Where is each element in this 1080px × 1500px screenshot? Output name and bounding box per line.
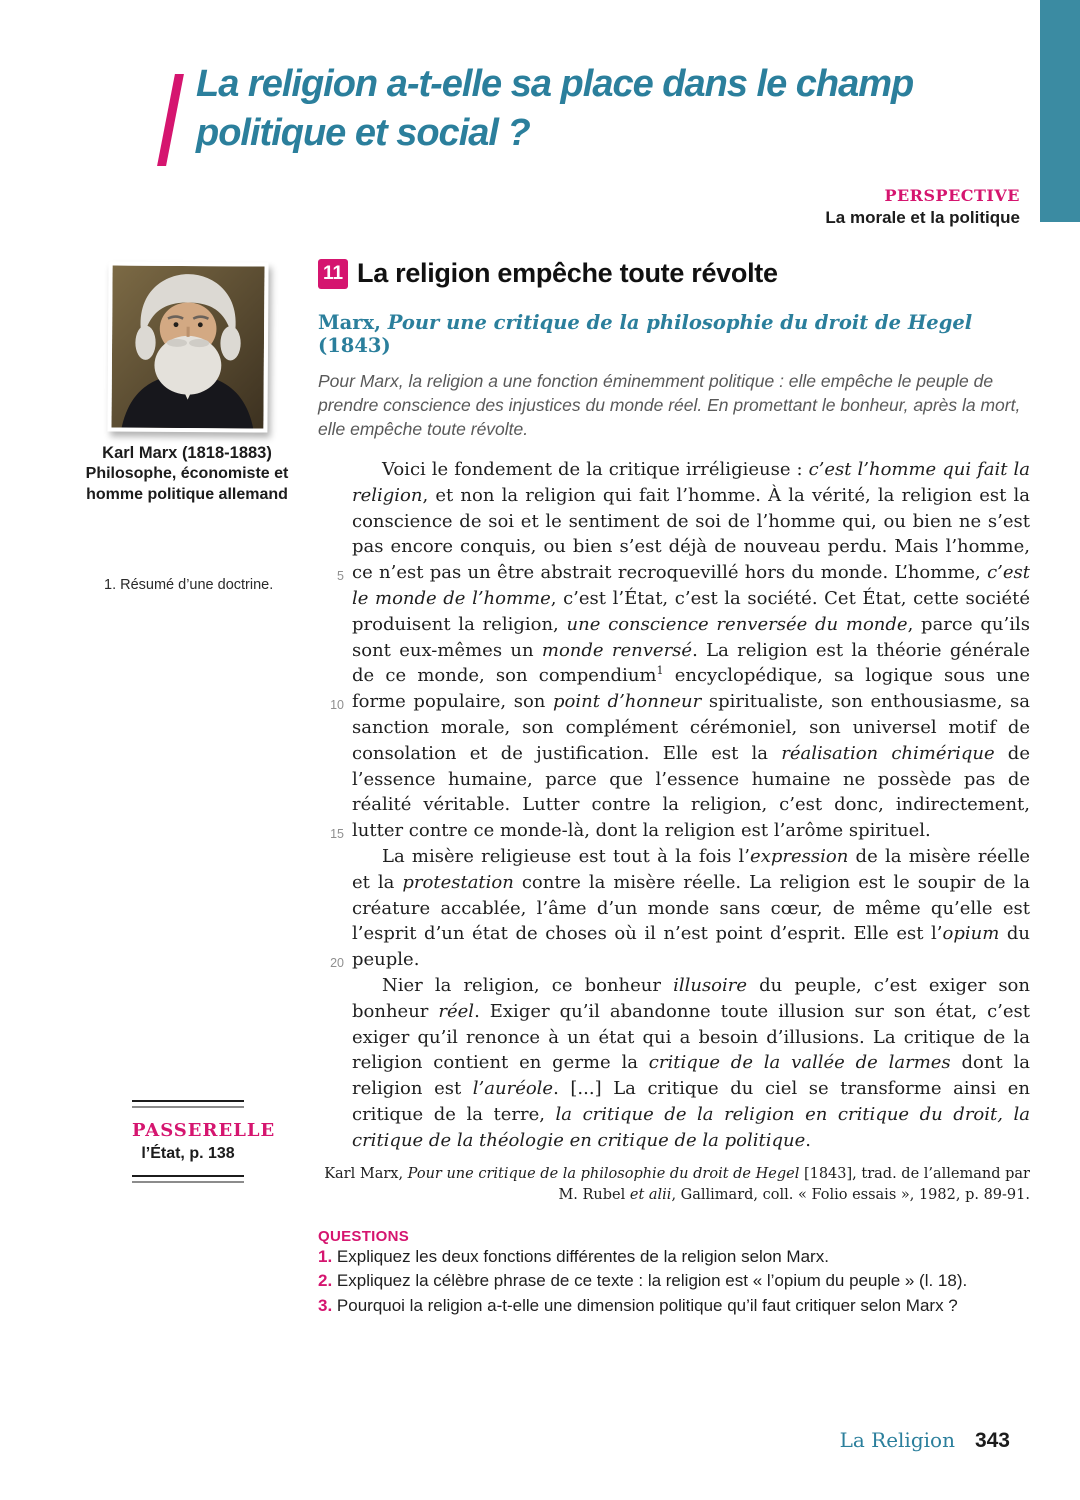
line-number: 5 [337,569,344,584]
question-number: 1. [318,1246,333,1266]
portrait-caption-name: Karl Marx (1818-1883) [102,444,272,462]
passerelle-rule-bottom [132,1175,244,1183]
document-number-badge: 11 [318,259,348,289]
text-paragraph: Voici le fondement de la critique irréligieuse : c’est l’homme qui fait la religion, et non la religion qui fait l’homme. À la vérité, la religion est la conscience de soi et le sentiment de soi de l’homme qui, ou bien ne s’est pas encore conquis, ou bien s’est déjà de nouveau perdu. Mais l’homme, ce n’est pas un être abstrait recroquevillé hors du monde. L’homme, c’est le monde de l’homme, c’est l’État, c’est la société. Cet État, cette société produisent la religion, une conscience renversée du monde, parce qu’ils sont eux-mêmes un monde renversé. La religion est la théorie générale de ce monde, son compendium$^1$ encyclopédique, sa logique sous une forme populaire, son point d’honneur spiritualiste, son enthousiasme, sa sanction morale, son complément cérémoniel, son universel motif de consolation et de justification. Elle est la réalisation chimérique de l’essence humaine, parce que l’essence humaine ne possède pas de réalité véritable. Lutter contre la religion, c’est donc, indirectement, lutter contre ce monde-là, dont la religion est l’arôme spirituel. [352,459,1031,842]
text-paragraph: La misère religieuse est tout à la fois l’expression de la misère réelle et la protestation contre la misère réelle. La religion est le soupir de la créature accablée, l’âme d’un monde sans cœur, de même qu’elle est l’esprit d’un état de choses où il n’est point d’esprit. Elle est l’opium du peuple. [352,845,1030,971]
title-slash-mark [157,74,184,166]
document-heading: La religion empêche toute révolte [357,258,778,288]
karl-marx-portrait [107,261,268,432]
page-title-line2: politique et social ? [196,112,530,154]
footer-section-title: La Religion [839,1428,955,1452]
question-item [318,1269,1030,1294]
question-item [318,1245,1030,1270]
passerelle-label: PASSERELLE [132,1120,276,1141]
portrait-caption-desc: Philosophe, économiste et homme politique allemand [85,465,289,504]
footer-page-number: 343 [974,1429,1010,1452]
line-number: 15 [330,827,344,842]
perspective-topic: La morale et la politique [825,208,1020,227]
page-title-line1: La religion a-t-elle sa place dans le champ [196,63,914,105]
document-header [318,258,1030,289]
corner-accent-bar [1040,0,1080,222]
questions-block [318,1228,1030,1319]
passerelle-rule-top [132,1100,244,1108]
questions-label: QUESTIONS [318,1227,410,1245]
perspective-block [825,186,1020,228]
document-column [318,258,1030,1318]
footnote: 1. Résumé d’une doctrine. [104,577,274,593]
source-citation: Karl Marx, Pour une critique de la philosophie du droit de Hegel [1843], trad. de l’allemand par M. Rubel et alii, Gallimard, coll. « Folio essais », 1982, p. 89-91. [324,1165,1030,1203]
question-text: Expliquez les deux fonctions différentes de la religion selon Marx. [332,1246,829,1266]
portrait-illustration [111,265,264,428]
document-reference: Marx, Pour une critique de la philosophie du droit de Hegel (1843) [318,311,973,357]
text-body [318,457,1030,1154]
questions-list [318,1245,1030,1319]
line-number: 20 [330,956,344,971]
passerelle-link[interactable]: l’État, p. 138 [141,1145,235,1162]
question-text: Expliquez la célèbre phrase de ce texte : la religion est « l’opium du peuple » (l. 18). [332,1271,968,1291]
portrait-caption [82,443,292,506]
document-intro: Pour Marx, la religion a une fonction éminemment politique : elle empêche le peuple de prendre conscience des injustices du monde réel. En promettant le bonheur, après la mort, elle empêche toute révolte. [318,371,1021,439]
question-item [318,1294,1030,1319]
text-paragraph: Nier la religion, ce bonheur illusoire du peuple, c’est exiger son bonheur réel. Exiger qu’il abandonne toute illusion sur son état, c’est exiger qu’il renonce à un état qui a besoin d’illusions. La critique de la religion contient en germe la critique de la vallée de larmes dont la religion est l’auréole. [...] La critique du ciel se transforme ainsi en critique de la terre, la critique de la religion en critique du droit, la critique de la théologie en critique de la politique. [352,974,1031,1151]
page-footer [840,1428,1010,1453]
passerelle-box [132,1100,276,1183]
question-number: 2. [318,1271,333,1291]
question-text: Pourquoi la religion a-t-elle une dimension politique qu’il faut critiquer selon Marx ? [332,1295,958,1315]
line-number: 10 [330,698,344,713]
perspective-label: PERSPECTIVE [884,186,1020,205]
question-number: 3. [318,1295,333,1315]
page-title [196,60,1036,158]
